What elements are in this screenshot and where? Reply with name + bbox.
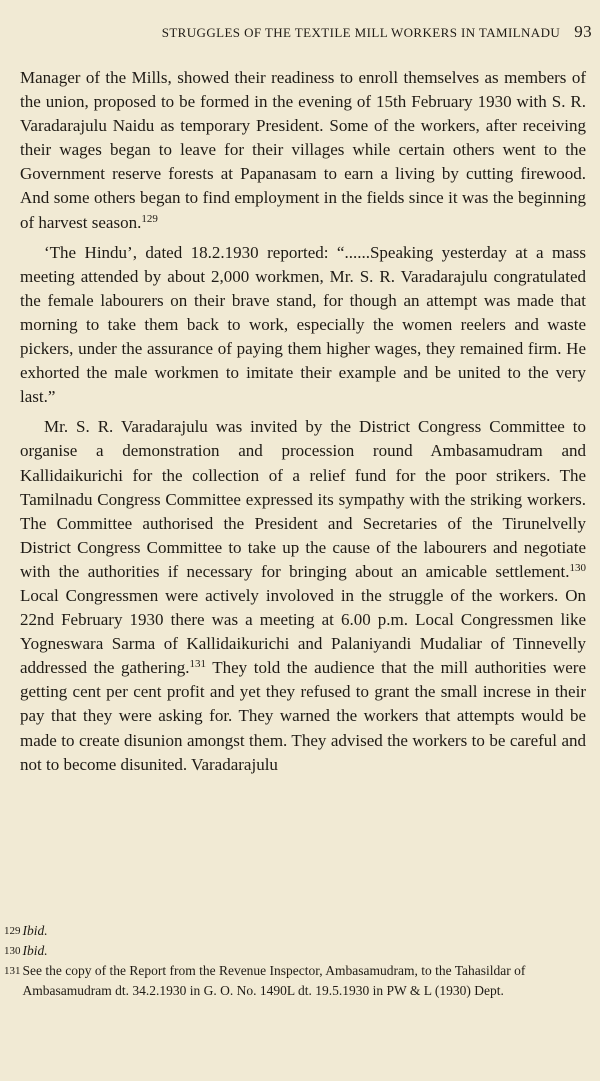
footnote-131 [4,961,588,1001]
paragraph-3-text-b: Local Congressmen were actively involoved in the struggle of the workers. On 22nd February 1930 there was a meeting at 6.00 p.m. Local Congressmen like Yogneswara Sarma of Kallidaikurichi and Palaniyandi Mudaliar of Tinnevelly addressed the gathering. [20,585,586,678]
footnote-ref-129: 129 [141,212,158,225]
page-number: 93 [574,22,592,41]
footnote-text: Ibid. [22,923,48,938]
paragraph-2 [20,241,586,410]
paragraph-3-text-a: Mr. S. R. Varadarajulu was invited by the District Congress Committee to organise a demonstration and procession round Ambasamudram and Kallidaikurichi for the collection of a relief fund for the poor strikers. The Tamilnadu Congress Committee expressed its sympathy with the striking workers. The Committee authorised the President and Secretaries of the Tirunelvelly District Congress Committee to take up the cause of the labourers and negotiate with the authorities if necessary for bringing about an amicable settlement. [20,417,586,581]
footnote-number: 131 [4,965,21,977]
footnote-ref-130: 130 [569,561,586,574]
footnote-ref-131: 131 [189,658,206,671]
footnote-number: 129 [4,925,21,937]
footnote-130 [4,941,588,961]
running-head [60,22,592,42]
footnote-number: 130 [4,945,21,957]
paragraph-2-text: ‘The Hindu’, dated 18.2.1930 reported: “......Speaking yesterday at a mass meeting attended by about 2,000 workmen, Mr. S. R. Varadarajulu congratulated the female labourers on their brave stand, for though an attempt was made that morning to take them back to work, especially the women reelers and waste pickers, under the assurance of paying them higher wages, they remained firm. He exhorted the male workmen to imitate their example and be united to the very last.” [20,242,586,407]
paragraph-1 [20,66,586,235]
paragraph-3-text-c: They told the audience that the mill authorities were getting cent per cent profit and yet they refused to grant the small increse in their pay that they were asking for. They warned the workers that attempts would be made to create disunion amongst them. They advised the workers to be careful and not to become disunited. Varadarajulu [20,658,587,774]
running-head-title: STRUGGLES OF THE TEXTILE MILL WORKERS IN TAMILNADU [161,25,561,40]
paragraph-3 [20,415,586,776]
footnote-129 [4,921,588,941]
paragraph-1-text: Manager of the Mills, showed their readiness to enroll themselves as members of the union, proposed to be formed in the evening of 15th February 1930 with S. R. Varadarajulu Naidu as temporary President. Some of the workers, after receiving their wages began to leave for their villages while certain others went to the Government reserve forests at Papanasam to earn a living by cutting firewood. And some others began to find employment in the fields since it was the beginning of harvest season. [20,68,586,232]
footnotes [4,921,588,1001]
footnote-text: See the copy of the Report from the Revenue Inspector, Ambasamudram, to the Tahasildar of Ambasamudram dt. 34.2.1930 in G. O. No. 1490L dt. 19.5.1930 in PW & L (1930) Dept. [22,963,526,998]
footnote-text: Ibid. [22,943,48,958]
body-text [20,66,586,783]
